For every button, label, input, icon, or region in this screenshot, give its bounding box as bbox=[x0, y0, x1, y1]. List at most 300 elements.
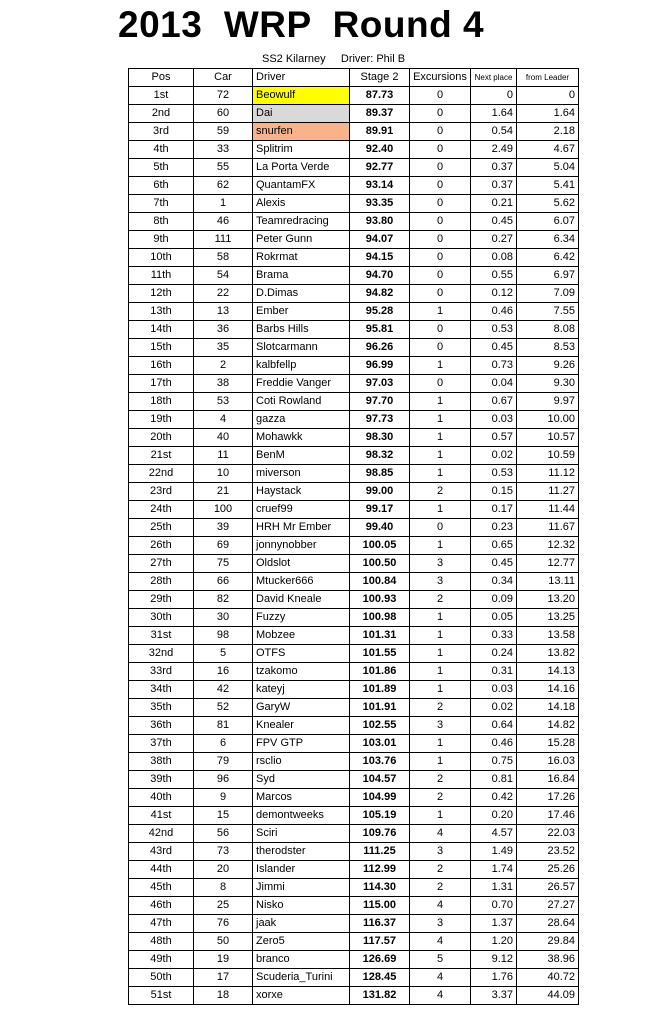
cell-excursions: 2 bbox=[410, 591, 471, 609]
cell-excursions: 0 bbox=[410, 195, 471, 213]
cell-pos: 26th bbox=[129, 537, 194, 555]
cell-driver: QuantamFX bbox=[253, 177, 350, 195]
cell-from-leader: 38.96 bbox=[517, 951, 579, 969]
cell-driver: Slotcarmann bbox=[253, 339, 350, 357]
cell-excursions: 1 bbox=[410, 357, 471, 375]
cell-car: 2 bbox=[194, 357, 253, 375]
cell-pos: 50th bbox=[129, 969, 194, 987]
cell-car: 18 bbox=[194, 987, 253, 1005]
cell-next-place: 0.65 bbox=[471, 537, 517, 555]
cell-excursions: 1 bbox=[410, 681, 471, 699]
cell-driver: Zero5 bbox=[253, 933, 350, 951]
cell-excursions: 1 bbox=[410, 501, 471, 519]
table-row bbox=[129, 645, 579, 663]
cell-excursions: 4 bbox=[410, 969, 471, 987]
cell-car: 54 bbox=[194, 267, 253, 285]
header-pos: Pos bbox=[129, 69, 194, 87]
cell-stage-time: 87.73 bbox=[350, 87, 410, 105]
cell-stage-time: 126.69 bbox=[350, 951, 410, 969]
cell-stage-time: 103.01 bbox=[350, 735, 410, 753]
cell-from-leader: 6.97 bbox=[517, 267, 579, 285]
cell-pos: 41st bbox=[129, 807, 194, 825]
cell-pos: 29th bbox=[129, 591, 194, 609]
cell-pos: 27th bbox=[129, 555, 194, 573]
cell-from-leader: 13.25 bbox=[517, 609, 579, 627]
cell-stage-time: 100.05 bbox=[350, 537, 410, 555]
cell-driver: OTFS bbox=[253, 645, 350, 663]
cell-from-leader: 11.27 bbox=[517, 483, 579, 501]
cell-next-place: 0.04 bbox=[471, 375, 517, 393]
cell-from-leader: 10.59 bbox=[517, 447, 579, 465]
header-row bbox=[129, 69, 579, 87]
cell-next-place: 0.03 bbox=[471, 681, 517, 699]
cell-from-leader: 13.20 bbox=[517, 591, 579, 609]
cell-pos: 9th bbox=[129, 231, 194, 249]
cell-car: 8 bbox=[194, 879, 253, 897]
cell-car: 11 bbox=[194, 447, 253, 465]
cell-driver: demontweeks bbox=[253, 807, 350, 825]
cell-pos: 40th bbox=[129, 789, 194, 807]
cell-excursions: 0 bbox=[410, 285, 471, 303]
table-row bbox=[129, 699, 579, 717]
cell-from-leader: 11.12 bbox=[517, 465, 579, 483]
table-row bbox=[129, 609, 579, 627]
cell-excursions: 0 bbox=[410, 123, 471, 141]
cell-next-place: 0.15 bbox=[471, 483, 517, 501]
cell-stage-time: 100.93 bbox=[350, 591, 410, 609]
cell-driver: Teamredracing bbox=[253, 213, 350, 231]
cell-excursions: 2 bbox=[410, 771, 471, 789]
cell-from-leader: 12.77 bbox=[517, 555, 579, 573]
cell-pos: 14th bbox=[129, 321, 194, 339]
cell-car: 21 bbox=[194, 483, 253, 501]
cell-pos: 20th bbox=[129, 429, 194, 447]
cell-stage-time: 131.82 bbox=[350, 987, 410, 1005]
cell-excursions: 4 bbox=[410, 825, 471, 843]
cell-driver: Brama bbox=[253, 267, 350, 285]
cell-car: 42 bbox=[194, 681, 253, 699]
cell-driver: rsclio bbox=[253, 753, 350, 771]
cell-car: 76 bbox=[194, 915, 253, 933]
table-row bbox=[129, 663, 579, 681]
cell-pos: 43rd bbox=[129, 843, 194, 861]
header-stage: Stage 2 bbox=[350, 69, 410, 87]
cell-from-leader: 44.09 bbox=[517, 987, 579, 1005]
cell-stage-time: 117.57 bbox=[350, 933, 410, 951]
table-row bbox=[129, 159, 579, 177]
cell-from-leader: 9.26 bbox=[517, 357, 579, 375]
cell-stage-time: 101.86 bbox=[350, 663, 410, 681]
cell-pos: 42nd bbox=[129, 825, 194, 843]
cell-excursions: 0 bbox=[410, 87, 471, 105]
table-row bbox=[129, 969, 579, 987]
cell-excursions: 0 bbox=[410, 321, 471, 339]
cell-from-leader: 14.18 bbox=[517, 699, 579, 717]
cell-pos: 36th bbox=[129, 717, 194, 735]
cell-stage-time: 101.91 bbox=[350, 699, 410, 717]
cell-pos: 39th bbox=[129, 771, 194, 789]
cell-car: 58 bbox=[194, 249, 253, 267]
cell-stage-time: 100.98 bbox=[350, 609, 410, 627]
cell-driver: gazza bbox=[253, 411, 350, 429]
table-row bbox=[129, 735, 579, 753]
cell-stage-time: 99.17 bbox=[350, 501, 410, 519]
cell-car: 33 bbox=[194, 141, 253, 159]
cell-next-place: 0.31 bbox=[471, 663, 517, 681]
cell-stage-time: 92.40 bbox=[350, 141, 410, 159]
cell-stage-time: 94.07 bbox=[350, 231, 410, 249]
cell-driver: Dai bbox=[253, 105, 350, 123]
table-row bbox=[129, 339, 579, 357]
cell-stage-time: 111.25 bbox=[350, 843, 410, 861]
cell-car: 17 bbox=[194, 969, 253, 987]
cell-from-leader: 7.55 bbox=[517, 303, 579, 321]
cell-car: 5 bbox=[194, 645, 253, 663]
cell-excursions: 3 bbox=[410, 843, 471, 861]
cell-from-leader: 28.64 bbox=[517, 915, 579, 933]
cell-stage-time: 100.84 bbox=[350, 573, 410, 591]
cell-car: 79 bbox=[194, 753, 253, 771]
cell-from-leader: 13.11 bbox=[517, 573, 579, 591]
cell-next-place: 0.81 bbox=[471, 771, 517, 789]
cell-excursions: 0 bbox=[410, 249, 471, 267]
cell-car: 60 bbox=[194, 105, 253, 123]
cell-stage-time: 98.32 bbox=[350, 447, 410, 465]
cell-pos: 13th bbox=[129, 303, 194, 321]
cell-driver: Sciri bbox=[253, 825, 350, 843]
cell-next-place: 0.64 bbox=[471, 717, 517, 735]
cell-from-leader: 17.46 bbox=[517, 807, 579, 825]
cell-excursions: 2 bbox=[410, 861, 471, 879]
cell-pos: 51st bbox=[129, 987, 194, 1005]
cell-from-leader: 26.57 bbox=[517, 879, 579, 897]
table-row bbox=[129, 537, 579, 555]
cell-car: 62 bbox=[194, 177, 253, 195]
cell-next-place: 0.45 bbox=[471, 555, 517, 573]
cell-car: 22 bbox=[194, 285, 253, 303]
cell-excursions: 1 bbox=[410, 411, 471, 429]
cell-driver: Knealer bbox=[253, 717, 350, 735]
table-row bbox=[129, 933, 579, 951]
cell-pos: 12th bbox=[129, 285, 194, 303]
cell-car: 55 bbox=[194, 159, 253, 177]
cell-car: 66 bbox=[194, 573, 253, 591]
table-row bbox=[129, 753, 579, 771]
cell-car: 82 bbox=[194, 591, 253, 609]
cell-from-leader: 13.82 bbox=[517, 645, 579, 663]
cell-excursions: 4 bbox=[410, 897, 471, 915]
cell-pos: 46th bbox=[129, 897, 194, 915]
cell-excursions: 1 bbox=[410, 627, 471, 645]
table-row bbox=[129, 483, 579, 501]
table-row bbox=[129, 897, 579, 915]
cell-car: 52 bbox=[194, 699, 253, 717]
cell-excursions: 3 bbox=[410, 555, 471, 573]
cell-next-place: 0.24 bbox=[471, 645, 517, 663]
table-row bbox=[129, 717, 579, 735]
cell-car: 25 bbox=[194, 897, 253, 915]
cell-pos: 7th bbox=[129, 195, 194, 213]
cell-car: 56 bbox=[194, 825, 253, 843]
cell-car: 19 bbox=[194, 951, 253, 969]
cell-from-leader: 17.26 bbox=[517, 789, 579, 807]
cell-pos: 33rd bbox=[129, 663, 194, 681]
cell-next-place: 2.49 bbox=[471, 141, 517, 159]
table-row bbox=[129, 861, 579, 879]
cell-next-place: 0.23 bbox=[471, 519, 517, 537]
cell-next-place: 0.08 bbox=[471, 249, 517, 267]
cell-driver: David Kneale bbox=[253, 591, 350, 609]
cell-car: 13 bbox=[194, 303, 253, 321]
cell-next-place: 0.02 bbox=[471, 699, 517, 717]
cell-next-place: 1.76 bbox=[471, 969, 517, 987]
cell-car: 16 bbox=[194, 663, 253, 681]
cell-from-leader: 11.44 bbox=[517, 501, 579, 519]
cell-driver: Peter Gunn bbox=[253, 231, 350, 249]
cell-driver: Haystack bbox=[253, 483, 350, 501]
cell-driver: Alexis bbox=[253, 195, 350, 213]
cell-car: 10 bbox=[194, 465, 253, 483]
cell-pos: 17th bbox=[129, 375, 194, 393]
cell-pos: 3rd bbox=[129, 123, 194, 141]
cell-next-place: 0.45 bbox=[471, 213, 517, 231]
cell-excursions: 0 bbox=[410, 177, 471, 195]
cell-driver: FPV GTP bbox=[253, 735, 350, 753]
cell-car: 1 bbox=[194, 195, 253, 213]
cell-next-place: 0.37 bbox=[471, 177, 517, 195]
cell-driver: Marcos bbox=[253, 789, 350, 807]
cell-driver: Splitrim bbox=[253, 141, 350, 159]
table-row bbox=[129, 465, 579, 483]
cell-stage-time: 101.31 bbox=[350, 627, 410, 645]
cell-stage-time: 93.80 bbox=[350, 213, 410, 231]
cell-pos: 21st bbox=[129, 447, 194, 465]
cell-stage-time: 89.91 bbox=[350, 123, 410, 141]
table-row bbox=[129, 303, 579, 321]
table-row bbox=[129, 249, 579, 267]
cell-driver: Ember bbox=[253, 303, 350, 321]
cell-excursions: 0 bbox=[410, 159, 471, 177]
cell-pos: 11th bbox=[129, 267, 194, 285]
cell-pos: 8th bbox=[129, 213, 194, 231]
cell-next-place: 0.27 bbox=[471, 231, 517, 249]
table-row bbox=[129, 627, 579, 645]
cell-next-place: 1.74 bbox=[471, 861, 517, 879]
table-row bbox=[129, 447, 579, 465]
table-row bbox=[129, 213, 579, 231]
cell-next-place: 9.12 bbox=[471, 951, 517, 969]
cell-driver: Syd bbox=[253, 771, 350, 789]
cell-excursions: 1 bbox=[410, 735, 471, 753]
cell-next-place: 0.33 bbox=[471, 627, 517, 645]
cell-driver: Mohawkk bbox=[253, 429, 350, 447]
cell-pos: 31st bbox=[129, 627, 194, 645]
cell-driver: BenM bbox=[253, 447, 350, 465]
table-row bbox=[129, 951, 579, 969]
cell-excursions: 1 bbox=[410, 807, 471, 825]
cell-driver: kalbfellp bbox=[253, 357, 350, 375]
cell-next-place: 0.42 bbox=[471, 789, 517, 807]
cell-driver: kateyj bbox=[253, 681, 350, 699]
cell-from-leader: 6.07 bbox=[517, 213, 579, 231]
cell-pos: 10th bbox=[129, 249, 194, 267]
cell-car: 81 bbox=[194, 717, 253, 735]
cell-next-place: 0.17 bbox=[471, 501, 517, 519]
cell-driver: tzakomo bbox=[253, 663, 350, 681]
cell-pos: 34th bbox=[129, 681, 194, 699]
cell-driver: branco bbox=[253, 951, 350, 969]
cell-stage-time: 94.15 bbox=[350, 249, 410, 267]
cell-car: 72 bbox=[194, 87, 253, 105]
cell-car: 4 bbox=[194, 411, 253, 429]
table-row bbox=[129, 519, 579, 537]
cell-next-place: 0.46 bbox=[471, 303, 517, 321]
cell-next-place: 0 bbox=[471, 87, 517, 105]
cell-from-leader: 6.42 bbox=[517, 249, 579, 267]
cell-from-leader: 14.13 bbox=[517, 663, 579, 681]
cell-car: 6 bbox=[194, 735, 253, 753]
table-row bbox=[129, 879, 579, 897]
cell-from-leader: 29.84 bbox=[517, 933, 579, 951]
cell-pos: 16th bbox=[129, 357, 194, 375]
cell-stage-time: 99.40 bbox=[350, 519, 410, 537]
cell-from-leader: 4.67 bbox=[517, 141, 579, 159]
cell-from-leader: 40.72 bbox=[517, 969, 579, 987]
table-row bbox=[129, 915, 579, 933]
cell-stage-time: 109.76 bbox=[350, 825, 410, 843]
cell-excursions: 2 bbox=[410, 879, 471, 897]
cell-from-leader: 7.09 bbox=[517, 285, 579, 303]
cell-car: 36 bbox=[194, 321, 253, 339]
cell-excursions: 1 bbox=[410, 465, 471, 483]
cell-driver: jaak bbox=[253, 915, 350, 933]
cell-driver: Freddie Vanger bbox=[253, 375, 350, 393]
cell-next-place: 1.49 bbox=[471, 843, 517, 861]
cell-from-leader: 9.30 bbox=[517, 375, 579, 393]
cell-car: 75 bbox=[194, 555, 253, 573]
cell-next-place: 0.54 bbox=[471, 123, 517, 141]
cell-stage-time: 116.37 bbox=[350, 915, 410, 933]
cell-stage-time: 96.99 bbox=[350, 357, 410, 375]
cell-from-leader: 14.82 bbox=[517, 717, 579, 735]
cell-driver: jonnynobber bbox=[253, 537, 350, 555]
cell-from-leader: 5.04 bbox=[517, 159, 579, 177]
cell-pos: 47th bbox=[129, 915, 194, 933]
cell-pos: 4th bbox=[129, 141, 194, 159]
cell-from-leader: 0 bbox=[517, 87, 579, 105]
cell-pos: 32nd bbox=[129, 645, 194, 663]
cell-excursions: 1 bbox=[410, 447, 471, 465]
cell-pos: 19th bbox=[129, 411, 194, 429]
cell-car: 59 bbox=[194, 123, 253, 141]
cell-driver: Scuderia_Turini bbox=[253, 969, 350, 987]
cell-driver: Mobzee bbox=[253, 627, 350, 645]
cell-from-leader: 5.62 bbox=[517, 195, 579, 213]
table-row bbox=[129, 195, 579, 213]
cell-from-leader: 25.26 bbox=[517, 861, 579, 879]
cell-driver: Islander bbox=[253, 861, 350, 879]
cell-pos: 23rd bbox=[129, 483, 194, 501]
cell-from-leader: 10.00 bbox=[517, 411, 579, 429]
cell-driver: GaryW bbox=[253, 699, 350, 717]
table-row bbox=[129, 393, 579, 411]
header-excursions: Excursions bbox=[410, 69, 471, 87]
cell-car: 46 bbox=[194, 213, 253, 231]
cell-from-leader: 8.53 bbox=[517, 339, 579, 357]
cell-stage-time: 93.35 bbox=[350, 195, 410, 213]
cell-from-leader: 8.08 bbox=[517, 321, 579, 339]
cell-next-place: 0.53 bbox=[471, 465, 517, 483]
table-row bbox=[129, 501, 579, 519]
cell-from-leader: 23.52 bbox=[517, 843, 579, 861]
cell-next-place: 0.05 bbox=[471, 609, 517, 627]
cell-pos: 35th bbox=[129, 699, 194, 717]
cell-driver: Mtucker666 bbox=[253, 573, 350, 591]
cell-excursions: 2 bbox=[410, 699, 471, 717]
cell-car: 38 bbox=[194, 375, 253, 393]
cell-stage-time: 97.03 bbox=[350, 375, 410, 393]
cell-next-place: 1.31 bbox=[471, 879, 517, 897]
cell-excursions: 2 bbox=[410, 483, 471, 501]
cell-excursions: 0 bbox=[410, 141, 471, 159]
cell-excursions: 1 bbox=[410, 429, 471, 447]
cell-from-leader: 12.32 bbox=[517, 537, 579, 555]
cell-next-place: 0.02 bbox=[471, 447, 517, 465]
table-row bbox=[129, 825, 579, 843]
cell-stage-time: 104.57 bbox=[350, 771, 410, 789]
table-row bbox=[129, 555, 579, 573]
cell-from-leader: 5.41 bbox=[517, 177, 579, 195]
cell-excursions: 2 bbox=[410, 789, 471, 807]
results-table-body bbox=[129, 87, 579, 1005]
cell-driver: HRH Mr Ember bbox=[253, 519, 350, 537]
cell-from-leader: 11.67 bbox=[517, 519, 579, 537]
cell-driver: Oldslot bbox=[253, 555, 350, 573]
cell-excursions: 3 bbox=[410, 717, 471, 735]
table-row bbox=[129, 321, 579, 339]
cell-stage-time: 112.99 bbox=[350, 861, 410, 879]
cell-pos: 49th bbox=[129, 951, 194, 969]
cell-excursions: 3 bbox=[410, 915, 471, 933]
table-row bbox=[129, 357, 579, 375]
cell-excursions: 1 bbox=[410, 645, 471, 663]
table-row bbox=[129, 573, 579, 591]
cell-from-leader: 2.18 bbox=[517, 123, 579, 141]
header-from-leader: from Leader bbox=[517, 69, 579, 87]
cell-stage-time: 98.30 bbox=[350, 429, 410, 447]
cell-pos: 30th bbox=[129, 609, 194, 627]
cell-car: 53 bbox=[194, 393, 253, 411]
cell-pos: 48th bbox=[129, 933, 194, 951]
cell-stage-time: 89.37 bbox=[350, 105, 410, 123]
cell-driver: xorxe bbox=[253, 987, 350, 1005]
cell-driver: Beowulf bbox=[253, 87, 350, 105]
cell-car: 15 bbox=[194, 807, 253, 825]
cell-next-place: 1.37 bbox=[471, 915, 517, 933]
table-row bbox=[129, 267, 579, 285]
cell-from-leader: 22.03 bbox=[517, 825, 579, 843]
cell-next-place: 0.34 bbox=[471, 573, 517, 591]
cell-next-place: 0.45 bbox=[471, 339, 517, 357]
cell-pos: 44th bbox=[129, 861, 194, 879]
cell-from-leader: 10.57 bbox=[517, 429, 579, 447]
cell-stage-time: 103.76 bbox=[350, 753, 410, 771]
table-row bbox=[129, 375, 579, 393]
cell-pos: 5th bbox=[129, 159, 194, 177]
cell-excursions: 0 bbox=[410, 375, 471, 393]
table-row bbox=[129, 285, 579, 303]
cell-pos: 18th bbox=[129, 393, 194, 411]
